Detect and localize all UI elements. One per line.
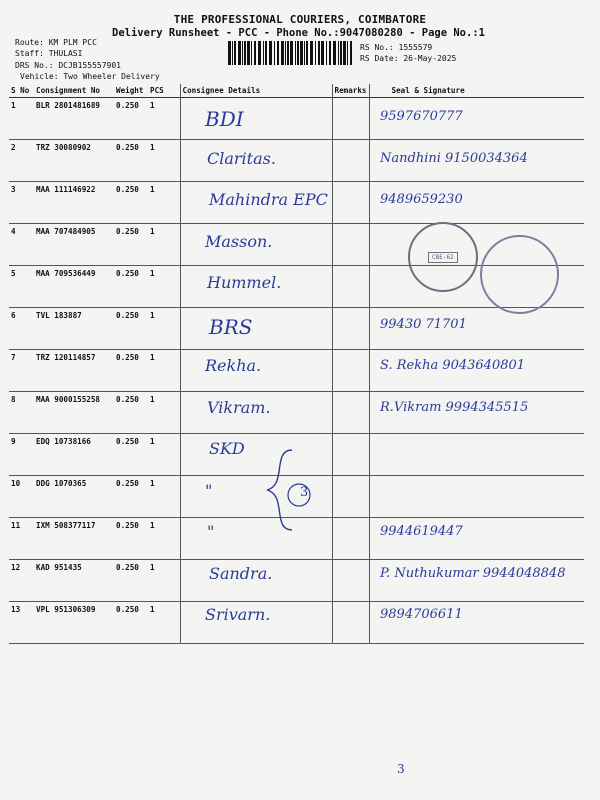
drs-number: DRS No.: DCJB155557901	[15, 61, 121, 70]
signature-handwriting: Nandhini 9150034364	[380, 150, 528, 166]
signature-handwriting: 99430 71701	[380, 316, 467, 332]
cell-pcs: 1	[148, 98, 180, 140]
col-consignee: Consignee Details	[180, 84, 332, 98]
cell-pcs: 1	[148, 560, 180, 602]
cell-consignment: KAD 951435	[34, 560, 114, 602]
cell-pcs: 1	[148, 350, 180, 392]
consignee-handwriting: Masson.	[205, 231, 273, 251]
cell-sno: 12	[9, 560, 34, 602]
signature-handwriting: 9944619447	[380, 524, 463, 539]
runsheet-subtitle: Delivery Runsheet - PCC - Phone No.:9047080280 - Page No.:1	[112, 27, 485, 39]
cell-consignee	[180, 98, 332, 140]
cell-weight: 0.250	[114, 266, 148, 308]
cell-pcs: 1	[148, 182, 180, 224]
cell-sno: 2	[9, 140, 34, 182]
cell-sno: 3	[9, 182, 34, 224]
cell-weight: 0.250	[114, 476, 148, 518]
cell-signature	[369, 434, 584, 476]
signature-handwriting: P. Nuthukumar 9944048848	[380, 565, 566, 581]
signature-handwriting: 9894706611	[380, 607, 463, 622]
cell-sno: 11	[9, 518, 34, 560]
consignee-handwriting: BRS	[209, 314, 253, 339]
cell-remarks	[332, 140, 369, 182]
brace-annotation	[262, 445, 322, 535]
cell-remarks	[332, 518, 369, 560]
cell-sno: 13	[9, 602, 34, 644]
cell-weight: 0.250	[114, 98, 148, 140]
consignee-handwriting: "	[207, 522, 215, 541]
cell-consignment: BLR 2801481689	[34, 98, 114, 140]
cell-remarks	[332, 476, 369, 518]
consignee-handwriting: SKD	[209, 439, 245, 458]
consignee-handwriting: Hummel.	[207, 273, 282, 292]
cell-remarks	[332, 182, 369, 224]
consignee-handwriting: Mahindra EPC	[209, 190, 328, 209]
cell-consignment: TRZ 120114857	[34, 350, 114, 392]
vehicle-label: Vehicle: Two Wheeler Delivery	[20, 72, 160, 81]
cell-weight: 0.250	[114, 602, 148, 644]
cell-weight: 0.250	[114, 392, 148, 434]
col-consignment: Consignment No	[34, 84, 114, 98]
cell-pcs: 1	[148, 266, 180, 308]
cell-weight: 0.250	[114, 434, 148, 476]
cell-weight: 0.250	[114, 350, 148, 392]
col-pcs: PCS	[148, 84, 180, 98]
cell-remarks	[332, 392, 369, 434]
cell-consignment: MAA 707484905	[34, 224, 114, 266]
consignee-handwriting: Claritas.	[207, 148, 276, 168]
cell-weight: 0.250	[114, 518, 148, 560]
cell-sno: 8	[9, 392, 34, 434]
cell-pcs: 1	[148, 224, 180, 266]
cell-remarks	[332, 434, 369, 476]
cell-sno: 5	[9, 266, 34, 308]
cell-remarks	[332, 224, 369, 266]
signature-handwriting: 9489659230	[380, 192, 463, 207]
cell-remarks	[332, 98, 369, 140]
cell-sno: 6	[9, 308, 34, 350]
col-sno: S No	[9, 84, 34, 98]
connect-seal-stamp	[480, 235, 559, 314]
cell-remarks	[332, 308, 369, 350]
cell-consignment: MAA 111146922	[34, 182, 114, 224]
cell-pcs: 1	[148, 140, 180, 182]
staff-label: Staff: THULASI	[15, 49, 83, 58]
consignee-handwriting: BDI	[205, 107, 244, 131]
cell-consignment: IXM 508377117	[34, 518, 114, 560]
cell-weight: 0.250	[114, 182, 148, 224]
consignee-handwriting: Rekha.	[205, 356, 262, 375]
route-label: Route: KM PLM PCC	[15, 38, 97, 47]
consignee-handwriting: "	[205, 480, 213, 500]
table-row	[9, 308, 584, 350]
consignee-handwriting: Srivarn.	[205, 605, 271, 624]
col-remarks: Remarks	[332, 84, 369, 98]
col-weight: Weight	[114, 84, 148, 98]
cell-consignment: TVL 183887	[34, 308, 114, 350]
cell-pcs: 1	[148, 602, 180, 644]
cell-weight: 0.250	[114, 140, 148, 182]
cell-pcs: 1	[148, 434, 180, 476]
cell-remarks	[332, 560, 369, 602]
cell-pcs: 1	[148, 308, 180, 350]
consignee-handwriting: Vikram.	[207, 397, 271, 417]
cell-pcs: 1	[148, 518, 180, 560]
cell-consignment: MAA 9000155258	[34, 392, 114, 434]
cell-signature	[369, 476, 584, 518]
company-seal-stamp	[408, 222, 478, 292]
cell-remarks	[332, 266, 369, 308]
cell-remarks	[332, 350, 369, 392]
signature-handwriting: S. Rekha 9043640801	[380, 358, 526, 373]
cell-consignment: EDQ 10738166	[34, 434, 114, 476]
table-header-row	[9, 84, 584, 98]
brace-count: 3	[300, 485, 309, 500]
cell-pcs: 1	[148, 476, 180, 518]
cell-pcs: 1	[148, 392, 180, 434]
table-row	[9, 98, 584, 140]
cell-consignment: DDG 1070365	[34, 476, 114, 518]
cell-sno: 7	[9, 350, 34, 392]
cell-consignment: TRZ 30080902	[34, 140, 114, 182]
cell-consignment: MAA 709536449	[34, 266, 114, 308]
signature-handwriting: 9597670777	[380, 109, 463, 124]
cell-consignee	[180, 308, 332, 350]
cell-weight: 0.250	[114, 560, 148, 602]
rs-date: RS Date: 26-May-2025	[360, 54, 457, 63]
page-mark: 3	[397, 762, 405, 776]
barcode-image	[228, 41, 354, 65]
cell-remarks	[332, 602, 369, 644]
cell-sno: 9	[9, 434, 34, 476]
cell-weight: 0.250	[114, 308, 148, 350]
rs-number: RS No.: 1555579	[360, 43, 433, 52]
cell-sno: 10	[9, 476, 34, 518]
cell-consignment: VPL 951306309	[34, 602, 114, 644]
cell-sno: 4	[9, 224, 34, 266]
table-row	[9, 602, 584, 644]
cell-weight: 0.250	[114, 224, 148, 266]
company-title: THE PROFESSIONAL COURIERS, COIMBATORE	[173, 13, 427, 26]
col-signature: Seal & Signature	[369, 84, 584, 98]
consignee-handwriting: Sandra.	[209, 563, 273, 583]
signature-handwriting: R.Vikram 9994345515	[380, 399, 529, 415]
cell-sno: 1	[9, 98, 34, 140]
stamp-code: CBE-62	[428, 252, 458, 263]
